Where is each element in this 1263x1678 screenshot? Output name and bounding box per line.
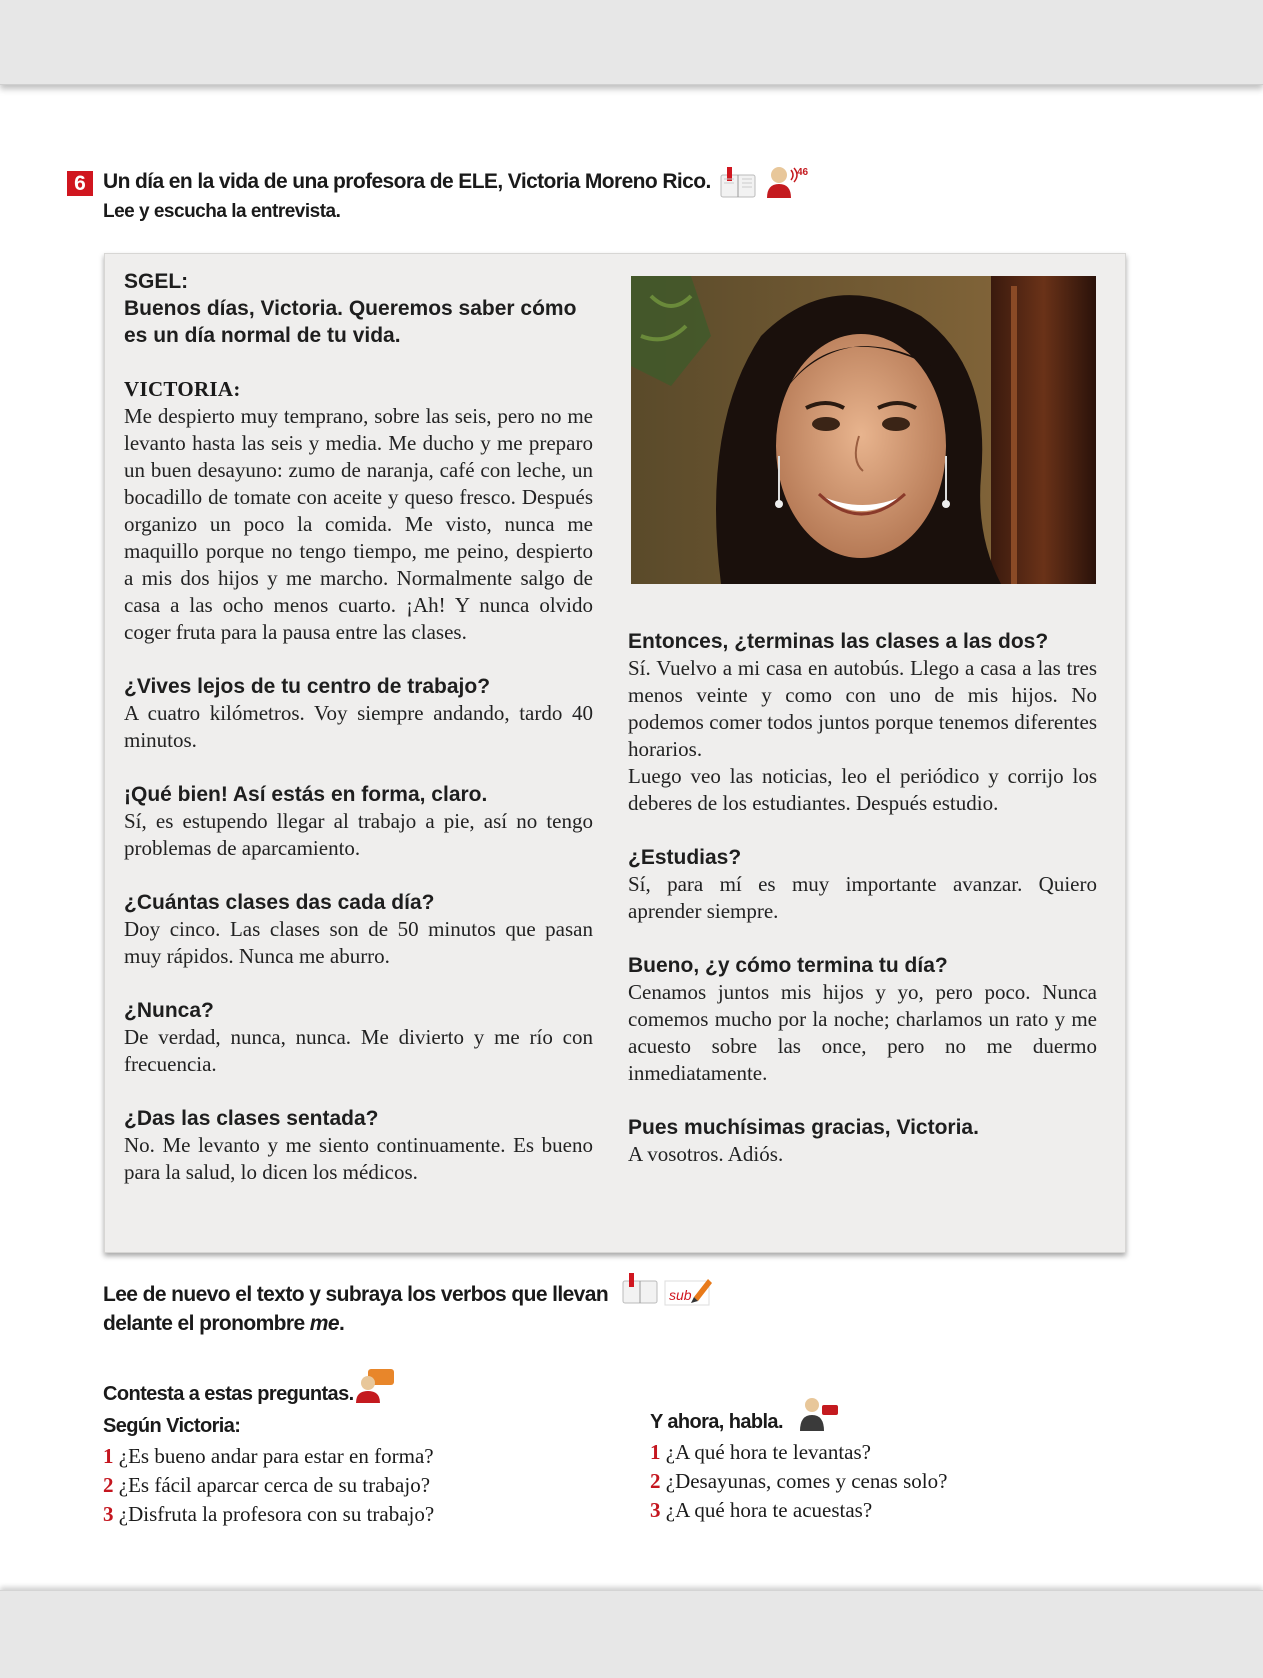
question-item: 2 ¿Es fácil aparcar cerca de su trabajo? <box>103 1473 431 1497</box>
answer-speaker-icon <box>354 1367 396 1403</box>
interview-question: Buenos días, Victoria. Queremos saber cómo es un día normal de tu vida. <box>124 297 577 347</box>
speak-item: 1 ¿A qué hora te levantas? <box>650 1440 871 1464</box>
interview-left-column <box>124 268 593 1186</box>
questions-subheading: Según Victoria: <box>103 1415 241 1437</box>
bottom-bar <box>0 1590 1263 1678</box>
exercise-subtitle: Lee y escucha la entrevista. <box>103 201 341 222</box>
interview-question: ¡Qué bien! Así estás en forma, claro. <box>124 783 488 806</box>
interview-question: Pues muchísimas gracias, Victoria. <box>628 1116 979 1139</box>
speak-item: 3 ¿A qué hora te acuestas? <box>650 1498 873 1522</box>
pronoun-me: me <box>309 1312 339 1335</box>
interview-answer: Luego veo las noticias, leo el periódico y corrijo los deberes de los estudiantes. Después estudio. <box>628 764 1097 815</box>
top-bar <box>0 0 1263 85</box>
interview-question: Bueno, ¿y cómo termina tu día? <box>628 954 948 977</box>
teacher-portrait-photo <box>631 276 1096 584</box>
exercise-title: Un día en la vida de una profesora de ELE, Victoria Moreno Rico. <box>103 170 711 193</box>
speak-heading: Y ahora, habla. <box>650 1411 783 1433</box>
reread-line-2: delante el pronombre me. <box>103 1312 345 1335</box>
interview-answer: De verdad, nunca, nunca. Me divierto y me río con frecuencia. <box>124 1025 593 1076</box>
audio-track-number: 46 <box>797 167 809 178</box>
interviewee-name: VICTORIA: <box>124 377 241 401</box>
underline-pencil-icon <box>664 1275 714 1307</box>
speak-item: 2 ¿Desayunas, comes y cenas solo? <box>650 1469 948 1493</box>
interview-question: ¿Nunca? <box>124 999 214 1022</box>
interview-question: ¿Das las clases sentada? <box>124 1107 379 1130</box>
read-book-icon <box>621 1271 659 1305</box>
speak-dialogue-icon <box>798 1395 840 1431</box>
interview-answer: Sí, para mí es muy importante avanzar. Quiero aprender siempre. <box>628 872 1097 923</box>
interview-answer: Sí. Vuelvo a mi casa en autobús. Llego a casa a las tres menos veinte y como con uno de mis hijos. No podemos comer todos juntos porque tenemos diferentes horarios. <box>628 656 1097 761</box>
interview-answer: Sí, es estupendo llegar al trabajo a pie, así no tengo problemas de aparcamiento. <box>124 809 593 860</box>
interview-answer: No. Me levanto y me siento continuamente. Es bueno para la salud, lo dicen los médicos. <box>124 1133 593 1184</box>
interview-answer: Doy cinco. Las clases son de 50 minutos que pasan muy rápidos. Nunca me aburro. <box>124 917 593 968</box>
reread-line-1: Lee de nuevo el texto y subraya los verbos que llevan <box>103 1283 609 1306</box>
interview-question: ¿Vives lejos de tu centro de trabajo? <box>124 675 491 698</box>
interview-question: ¿Estudias? <box>628 846 742 869</box>
listen-audio-icon <box>763 162 811 198</box>
question-item: 3 ¿Disfruta la profesora con su trabajo? <box>103 1502 435 1526</box>
interview-answer: Cenamos juntos mis hijos y yo, pero poco. Nunca comemos mucho por la noche; charlamos un rato y me acuesto sobre las once, pero no me duermo inmediatamente. <box>628 980 1097 1085</box>
interview-answer: Me despierto muy temprano, sobre las seis, pero no me levanto hasta las seis y media. Me ducho y me preparo un buen desayuno: zumo de naranja, café con leche, un bocadillo de tomate con aceite y queso fresco. Después organizo un poco la comida. Me visto, nunca me maquillo porque no tengo tiempo, me peino, despierto a mis dos hijos y me marcho. Normalmente salgo de casa a las ocho menos cuarto. ¡Ah! Y nunca olvido coger fruta para la pausa entre las clases. <box>124 404 593 644</box>
underline-icon-label: sub <box>669 1287 692 1303</box>
interviewer-name: SGEL: <box>124 270 189 293</box>
interview-answer: A vosotros. Adiós. <box>628 1142 784 1166</box>
read-book-icon <box>719 165 757 199</box>
interview-question: Entonces, ¿terminas las clases a las dos? <box>628 630 1049 653</box>
question-item: 1 ¿Es bueno andar para estar en forma? <box>103 1444 434 1468</box>
exercise-number: 6 <box>67 171 93 196</box>
interview-question: ¿Cuántas clases das cada día? <box>124 891 435 914</box>
interview-answer: A cuatro kilómetros. Voy siempre andando, tardo 40 minutos. <box>124 701 593 752</box>
reread-instruction <box>103 1280 608 1338</box>
interview-right-column <box>628 628 1097 1168</box>
questions-heading: Contesta a estas preguntas. <box>103 1383 354 1405</box>
